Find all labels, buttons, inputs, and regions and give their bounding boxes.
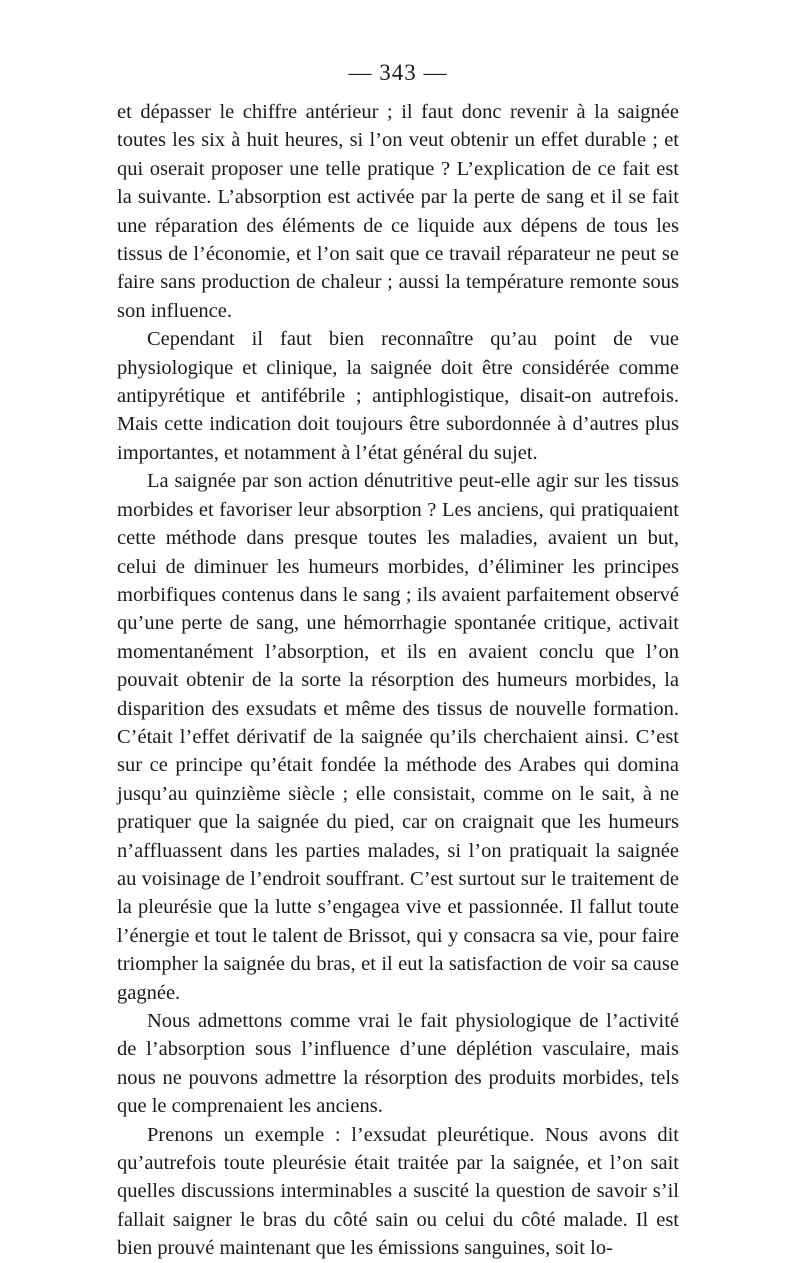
book-page	[117, 58, 679, 1263]
paragraph-1: et dépasser le chiffre antérieur ; il faut donc revenir à la saignée toutes les six à huit heures, si l’on veut obtenir un effet durable ; et qui oserait proposer une telle pratique ? L’explication de ce fait est la suivante. L’absorption est activée par la perte de sang et il se fait une réparation des éléments de ce liquide aux dépens de tous les tissus de l’économie, et l’on sait que ce travail réparateur ne peut se faire sans production de chaleur ; aussi la température remonte sous son influence.	[117, 101, 679, 322]
paragraph-3: La saignée par son action dénutritive peut-elle agir sur les tissus morbides et favoriser leur absorption ? Les anciens, qui pratiquaient cette méthode dans presque toutes les maladies, avaient un but, celui de diminuer les humeurs morbides, d’éliminer les principes morbifiques contenus dans le sang ; ils avaient parfaitement observé qu’une perte de sang, une hémorrhagie spontanée critique, activait momentanément l’absorption, et ils en avaient conclu que l’on pouvait obtenir de la sorte la résorption des humeurs morbides, la disparition des exsudats et même des tissus de nouvelle formation. C’était l’effet dérivatif de la saignée qu’ils cherchaient ainsi. C’est sur ce principe qu’était fondée la méthode des Arabes qui domina jusqu’au quinzième siècle ; elle consistait, comme on le sait, à ne pratiquer que la saignée du pied, car on craignait que les humeurs n’affluassent dans les parties malades, si l’on pratiquait la saignée au voisinage de l’endroit souffrant. C’est surtout sur le traitement de la pleurésie que la lutte s’engagea vive et passionnée. Il fallut toute l’énergie et tout le talent de Brissot, qui y consacra sa vie, pour faire triompher la saignée du bras, et il eut la satisfaction de voir sa cause gagnée.	[117, 470, 679, 1004]
paragraph-4: Nous admettons comme vrai le fait physiologique de l’activité de l’absorption sous l’influence d’une déplétion vasculaire, mais nous ne pouvons admettre la résorption des produits morbides, tels que le comprenaient les anciens.	[117, 1010, 679, 1118]
paragraph-2: Cependant il faut bien reconnaître qu’au point de vue physiologique et clinique, la saignée doit être considérée comme antipyrétique et antifébrile ; antiphlogistique, disait-on autrefois. Mais cette indication doit toujours être subordonnée à d’autres plus importantes, et notamment à l’état général du sujet.	[117, 328, 679, 464]
paragraph-5: Prenons un exemple : l’exsudat pleurétique. Nous avons dit qu’autrefois toute pleurésie était traitée par la saignée, et l’on sait quelles discussions interminables a suscité la question de savoir s’il fallait saigner le bras du côté sain ou celui du côté malade. Il est bien prouvé maintenant que les émissions sanguines, soit lo-	[117, 1123, 679, 1260]
page-number: — 343 —	[348, 60, 448, 85]
